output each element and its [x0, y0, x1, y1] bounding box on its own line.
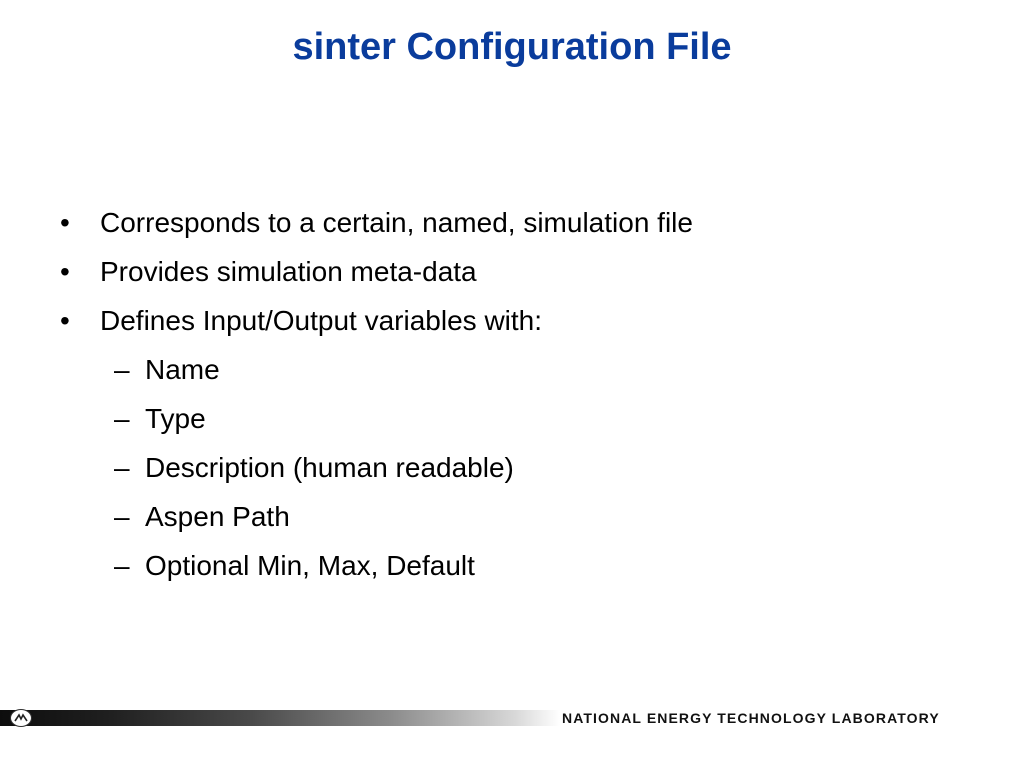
sub-bullet-text: Type: [145, 403, 206, 434]
sub-bullet-marker: –: [114, 403, 130, 434]
sub-bullet-marker: –: [114, 550, 130, 581]
bullet-marker: •: [60, 207, 70, 238]
bullet-text: Defines Input/Output variables with:: [100, 305, 543, 336]
sub-bullet-item: [56, 494, 976, 543]
sub-bullet-item: [56, 347, 976, 396]
bullet-text: Provides simulation meta-data: [100, 256, 477, 287]
slide-title: sinter Configuration File: [292, 26, 732, 68]
sub-bullet-text: Name: [145, 354, 220, 385]
bullet-item: [56, 200, 976, 249]
sub-bullet-item: [56, 445, 976, 494]
sub-bullet-text: Aspen Path: [145, 501, 290, 532]
sub-bullet-marker: –: [114, 452, 130, 483]
sub-bullet-item: [56, 543, 976, 592]
footer-gradient-bar: [0, 710, 560, 726]
netl-logo-mark: [13, 712, 29, 724]
sub-bullet-marker: –: [114, 501, 130, 532]
sub-bullet-text: Optional Min, Max, Default: [145, 550, 475, 581]
sub-bullet-marker: –: [114, 354, 130, 385]
footer-organization-name: NATIONAL ENERGY TECHNOLOGY LABORATORY: [562, 710, 940, 726]
netl-logo-icon: [10, 709, 32, 727]
sub-bullet-item: [56, 396, 976, 445]
bullet-item: [56, 249, 976, 298]
bullet-text: Corresponds to a certain, named, simulation file: [100, 207, 693, 238]
bullet-item: [56, 298, 976, 347]
bullet-marker: •: [60, 305, 70, 336]
bullet-list: [56, 200, 976, 592]
sub-bullet-text: Description (human readable): [145, 452, 514, 483]
bullet-marker: •: [60, 256, 70, 287]
